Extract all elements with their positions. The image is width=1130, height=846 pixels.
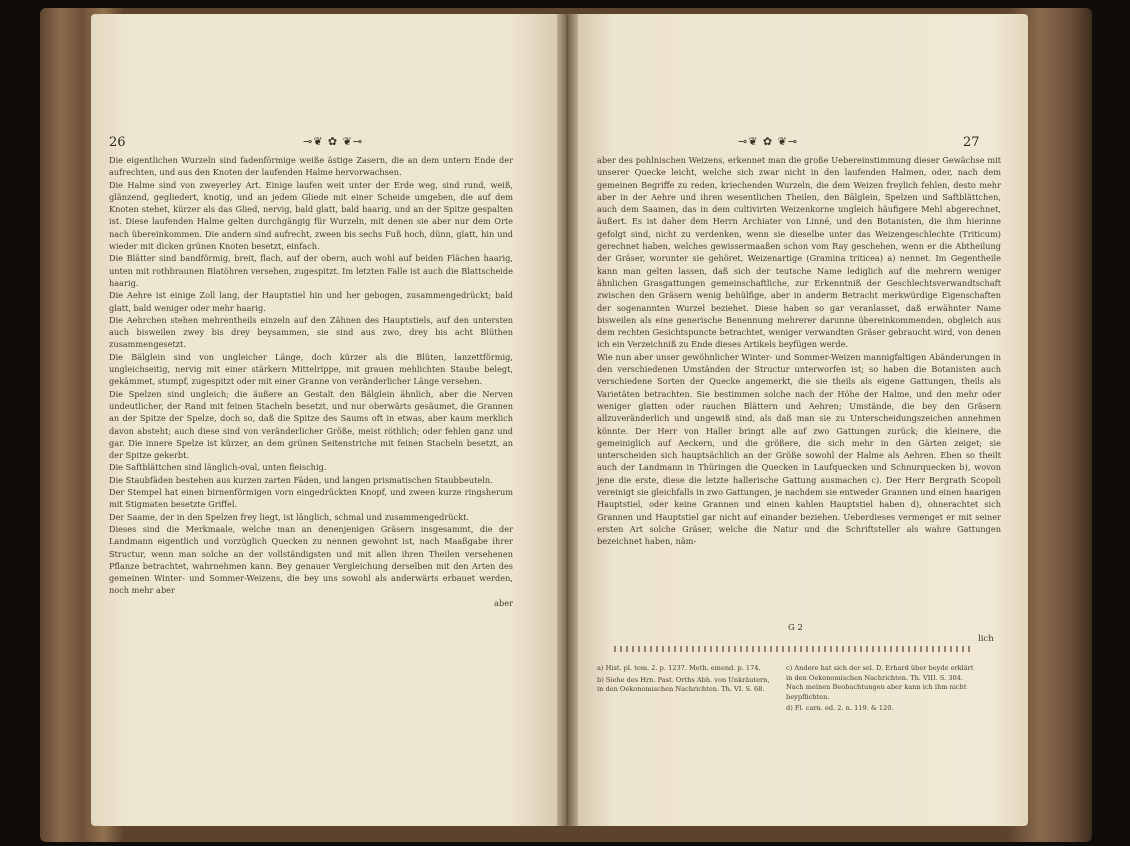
catchword: aber [494,597,513,608]
body-text [597,154,1001,548]
paragraph: aber des pohlnischen Weizens, erkennet man die große Uebereinstimmung dieser Gewächse mit unserer Quecke leicht, welche sich zwar nicht in den laufenden Halmen, oder, nach dem gemeinen Begriffe zu reden, kriechenden Wurzeln, die dem Weizen freylich fehlen, desto mehr aber in der Aehre und ihren wesentlichen Theilen, den Bälglein, Spelzen und Saftblättchen, auch dem Saamen, das in dem cultivirten Weizenkorne ungleich häufigere Mehl abgerechnet, äußert. Es ist daher dem Herrn Archiater von Linné, und den Botanisten, die ihm hierinne gefolgt sind, nicht zu verdenken, wenn sie dieselbe unter das Weizengeschlechte (Triticum) gerechnet haben, welches gewissermaaßen schon vom Ray geschehen, wenn er die Abtheilung der Gräser, worunter sie gehöret, Weizenartige (Gramina triticea) a) nennet. Im Gegentheile kann man gelten lassen, daß sich der teutsche Name lediglich auf die mehrern weniger ähnlichen Grasgattungen gemeinschaftliche, zur Erkenntniß der Geschlechtsverwandtschaft zwischen den Gräsern wenig behülfige, aber in anderm Betracht merkwürdige Eigenschaften der sogenannten Wurzel beziehet. Diese haben so gar veranlasset, daß erwähnter Name bisweilen als eine generische Benennung mehrerer darunne übereinkommenden, obgleich aus dem rechten Gesichtspuncte betrachtet, weniger verwandten Gräser gebraucht wird, von denen ich ein Verzeichniß zu Ende dieses Artikels beyfügen werde. [597,155,1001,350]
paragraph: Die Aehrchen stehen mehrentheils einzeln auf den Zähnen des Hauptstiels, auf den untersten auch bisweilen zwey bis drey beysammen, sie sind aus zwo, drey bis acht Blüthen zusammengesetzt. [109,314,513,350]
paragraph: Wie nun aber unser gewöhnlicher Winter- und Sommer-Weizen mannigfaltigen Abänderungen in den verschiedenen Umständen der Structur unterworfen ist; so haben die Botanisten auch verschiedene Sorten der Quecke angemerkt, die sie theils als eigene Gattungen, theils als Varietäten betrachten. Sie bestimmen solche nach der Höhe der Halme, und den mehr oder weniger glatten oder rauchen Blättern und Aehren; Umstände, die bey den Gräsern allzuveränderlich und ungewiß sind, als daß man sie zu Unterscheidungszeichen annehmen könnte. Der Herr von Haller bringt alle auf zwo Gattungen zurück; die kleinere, die gemeiniglich auf Aeckern, und die größere, die sich mehr in den Gärten zeiget; sie unterscheiden sich hauptsächlich an der Größe sowohl der Halme als Aehren. Eben so theilt auch der Landmann in Thüringen die Quecken in Laufquecken und Schnurquecken b), wovon jene die erste, diese die letzte hallerische Gattung ausmachen c). Der Herr Bergrath Scopoli vereinigt sie gleichfalls in zwo Gattungen, je nachdem sie entweder Grannen und einen haarigen Hauptstiel, oder keine Grannen und einen kahlen Hauptstiel haben d), ohnerachtet sich Grannen und Hauptstiel gar nicht auf einander beziehen. Ueberdieses vermenget er mit seiner ersten Art solche Gräser, welche die Natur und die Schriftsteller als wahre Gattungen bezeichnet haben, näm- [597,351,1001,547]
footnote: c) Andere hat sich der sel. D. Erhard über beyde erklärt in den Oekonomischen Nachrichten. Th. VIII. S. 304. Nach meinen Beobachtungen aber kann ich ihm nicht beypflichten. [786,664,974,701]
paragraph: Die Blätter sind bandförmig, breit, flach, auf der obern, auch wohl auf beiden Flächen haarig, unten mit rothbraunen Blatöhren versehen, zugespitzt. Im letzten Falle ist auch die Blattscheide haarig. [109,253,513,288]
footnote: b) Siehe des Hrn. Past. Orths Abh. von Unkräutern, in den Oekonomischen Nachrichten. Th. VI. S. 68. [597,675,770,694]
paragraph: Der Saame, der in den Spelzen frey liegt, ist länglich, schmal und zusammengedrückt. [109,511,469,522]
body-text [109,154,513,609]
footnote-divider [614,646,974,652]
catchword: lich [978,634,994,644]
header-ornament: ⊸❦ ✿ ❦⊸ [738,135,799,148]
footnote: d) Fl. carn. ed. 2. n. 119. & 120. [786,704,894,713]
paragraph: Die eigentlichen Wurzeln sind fadenförmige weiße ästige Zasern, die an dem untern Ende der aufrechten, und aus den Knoten der laufenden Halme hervorwachsen. [109,155,513,178]
paragraph: Die Bälglein sind von ungleicher Länge, doch kürzer als die Blüten, lanzettförmig, ungleichseitig, nervig mit einer stärkern Mittelrippe, mit grauen mehlichten Staube belegt, gekämmet, stumpf, zugespitzt oder mit einer Granne von veränderlicher Länge versehen. [109,351,513,387]
right-page [578,14,1028,826]
paragraph: Die Aehre ist einige Zoll lang, der Hauptstiel hin und her gebogen, zusammengedrückt; bald glatt, bald weniger oder mehr haarig. [109,290,513,313]
paragraph: Die Halme sind von zweyerley Art. Einige laufen weit unter der Erde weg, sind rund, weiß, glänzend, gegliedert, knotig, und an jedem Gliede mit einer Scheide umgeben, die auf dem Knoten stehet, kürzer als das Glied, nervig, bald glatt, bald haarig, und an der Spitze gespalten ist. Diese laufenden Halme gelten durchgängig für Wurzeln, mit denen sie aber nur dem Orte nach übereinkommen. Die andern sind aufrecht, zween bis sechs Fuß hoch, dünn, glatt, hin und wieder mit dicken grünen Knoten besetzt, einfach. [109,179,513,252]
footnote: a) Hist. pl. tom. 2. p. 1237. Meth. emend. p. 174. [597,664,761,672]
signature-mark: G 2 [788,623,803,633]
book-gutter [557,14,578,826]
page-number: 27 [963,135,980,150]
paragraph: Die Spelzen sind ungleich; die äußere an Gestalt den Bälglein ähnlich, aber die Nerven undeutlicher, der Rand mit feinen Stacheln besetzt, und nur oberwärts gesäumet, die Grannen an der Spitze der Spelze, doch so, daß die Spitze des Saums oft in etwas, aber kaum merklich davon absteht; auch diese sind von veränderlicher Größe, meist röthlich; oder fehlen ganz und gar. Die innere Spelze ist kürzer, an dem grünen Seitenstriche mit feinen Stacheln besetzt, an der Spitze gekerbt. [109,388,513,461]
left-page [91,14,557,826]
footnotes-right [786,664,981,716]
paragraph: Die Saftblättchen sind länglich-oval, unten fleischig. [109,462,327,473]
page-number: 26 [109,135,126,150]
paragraph: Der Stempel hat einen birnenförmigen vorn eingedrückten Knopf, und zween kurze ringsherum mit Stigmaten besetzte Griffel. [109,487,513,510]
header-ornament: ⊸❦ ✿ ❦⊸ [303,135,364,148]
paragraph: Die Staubfäden bestehen aus kurzen zarten Fäden, und langen prismatischen Staubbeuteln. [109,474,493,485]
footnotes-left [597,664,772,697]
paragraph: Dieses sind die Merkmaale, welche man an denenjenigen Gräsern insgesammt, die der Landmann eigentlich und vorzüglich Quecken zu nennen gewohnt ist, nach Maaßgabe ihrer Structur, wenn man solche an der vollständigsten und mit allen ihren Theilen versehenen Pflanze betrachtet, wahrnehmen kann. Bey genauer Vergleichung derselben mit den Arten des gemeinen Winter- und Sommer-Weizens, die bey uns sowohl als anderwärts erbauet werden, noch mehr aber [109,523,513,596]
